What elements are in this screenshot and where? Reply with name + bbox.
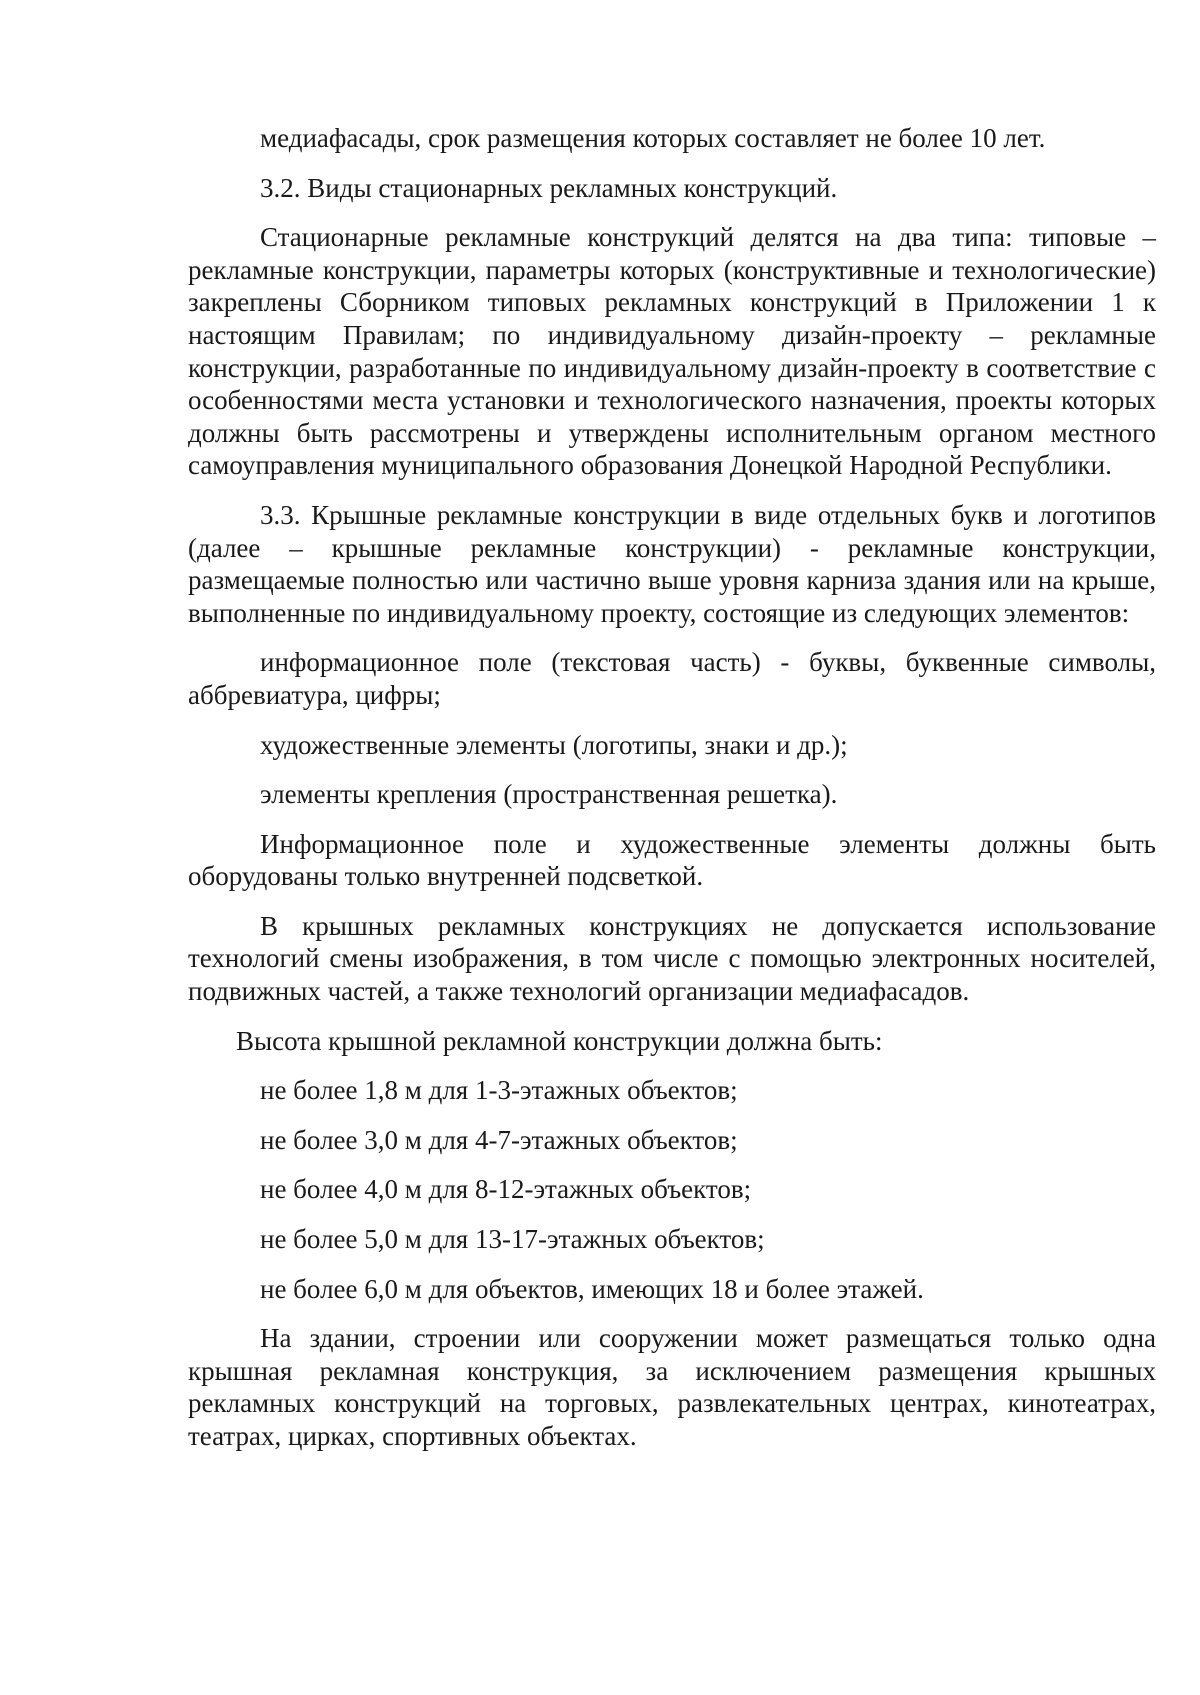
document-body [188, 122, 1156, 1453]
paragraph-roof-constructions: 3.3. Крышные рекламные конструкции в виде отдельных букв и логотипов (далее – крышные рекламные конструкции) - рекламные конструкции, размещаемые полностью или частично выше уровня карниза здания или на крыше, выполненные по индивидуальному проекту, состоящие из следующих элементов: [188, 499, 1156, 628]
list-item-mounting: элементы крепления (пространственная решетка). [260, 779, 838, 810]
paragraph-height-intro: Высота крышной рекламной конструкции должна быть: [236, 1025, 883, 1056]
paragraph-single-construction: На здании, строении или сооружении может размещаться только одна крышная рекламная конструкция, за исключением размещения крышных рекламных конструкций на торговых, развлекательных центрах, кинотеатрах, театрах, цирках, спортивных объектах. [188, 1323, 1156, 1451]
list-item-art-elements: художественные элементы (логотипы, знаки и др.); [260, 729, 848, 760]
height-item-3: не более 4,0 м для 8-12-этажных объектов; [260, 1174, 752, 1205]
height-item-4: не более 5,0 м для 13-17-этажных объектов; [260, 1224, 765, 1255]
height-item-5: не более 6,0 м для объектов, имеющих 18 и более этажей. [260, 1273, 924, 1304]
paragraph-continuation: медиафасады, срок размещения которых составляет не более 10 лет. [260, 123, 1046, 153]
paragraph-no-image-change: В крышных рекламных конструкциях не допускается использование технологий смены изображения, в том числе с помощью электронных носителей, подвижных частей, а также технологий организации медиафасадов. [188, 910, 1156, 1007]
list-item-info-field: информационное поле (текстовая часть) - буквы, буквенные символы, аббревиатура, цифры; [188, 647, 1156, 710]
height-item-2: не более 3,0 м для 4-7-этажных объектов; [260, 1124, 738, 1155]
paragraph-stationary-types: Стационарные рекламные конструкций делятся на два типа: типовые – рекламные конструкции, параметры которых (конструктивные и технологические) закреплены Сборником типовых рекламных конструкций в Приложении 1 к настоящим Правилам; по индивидуальному дизайн-проекту – рекламные конструкции, разработанные по индивидуальному дизайн-проекту в соответствие с особенностями места установки и технологического назначения, проекты которых должны быть рассмотрены и утверждены исполнительным органом местного самоуправления муниципального образования Донецкой Народной Республики. [188, 222, 1156, 481]
paragraph-lighting: Информационное поле и художественные элементы должны быть оборудованы только внутренней подсветкой. [188, 828, 1156, 892]
height-item-1: не более 1,8 м для 1-3-этажных объектов; [260, 1075, 738, 1106]
section-heading-3-2: 3.2. Виды стационарных рекламных конструкций. [260, 172, 838, 203]
